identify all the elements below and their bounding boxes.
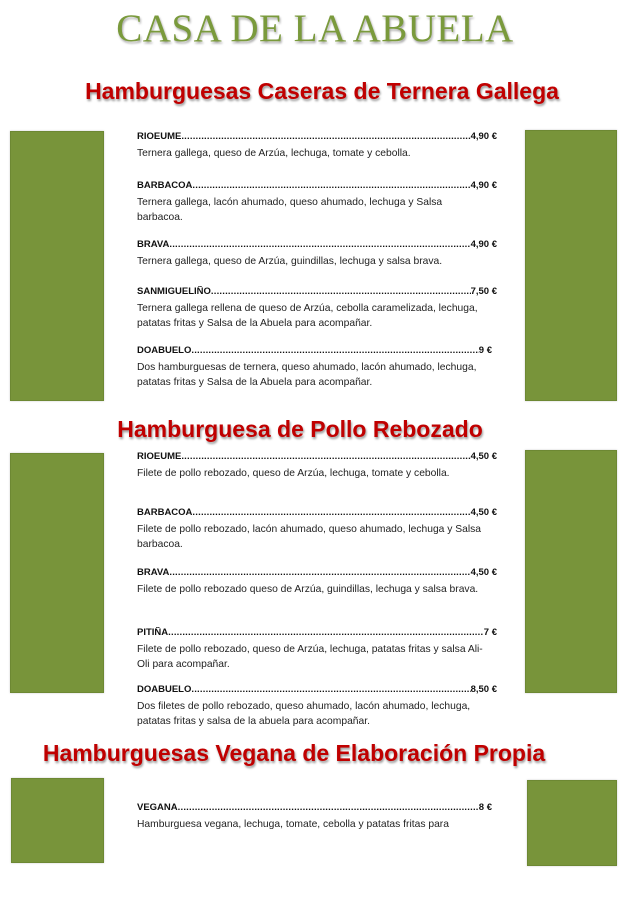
item-name: VEGANA: [137, 802, 178, 813]
section-heading-vegana: Hamburguesas Vegana de Elaboración Propia: [42, 740, 546, 766]
image-placeholder: [10, 453, 104, 693]
menu-item: [137, 239, 497, 269]
menu-item: [137, 451, 497, 481]
dot-leader: [211, 286, 471, 298]
item-description: Hamburguesa vegana, lechuga, tomate, cebolla y patatas fritas para: [137, 819, 449, 830]
item-description: Ternera gallega rellena de queso de Arzúa, cebolla caramelizada, lechuga, patatas fritas y Salsa de la Abuela para acompañar.: [137, 303, 478, 329]
item-price: 9 €: [478, 345, 492, 356]
item-name: BARBACOA: [137, 180, 193, 191]
item-price: 4,90 €: [470, 131, 497, 142]
item-description: Dos filetes de pollo rebozado, queso ahumado, lacón ahumado, lechuga, patatas fritas y salsa de la abuela para acompañar.: [137, 701, 471, 727]
dot-leader: [191, 345, 478, 357]
item-name-line: [137, 802, 492, 814]
item-name-line: [137, 345, 492, 357]
item-price: 7 €: [483, 627, 497, 638]
image-placeholder: [527, 780, 617, 866]
item-name-line: [137, 627, 497, 639]
section-heading-pollo: Hamburguesa de Pollo Rebozado: [117, 416, 483, 442]
menu-item: [137, 180, 497, 225]
item-name: DOABUELO: [137, 684, 192, 695]
item-name-line: [137, 131, 497, 143]
dot-leader: [181, 451, 470, 463]
dot-leader: [169, 567, 470, 579]
item-name-line: [137, 451, 497, 463]
item-description: Filete de pollo rebozado queso de Arzúa, guindillas, lechuga y salsa brava.: [137, 584, 479, 595]
item-price: 8,50 €: [470, 684, 497, 695]
menu-item: [137, 345, 492, 390]
menu-item: [137, 627, 497, 672]
dot-leader: [168, 627, 484, 639]
item-description: Filete de pollo rebozado, lacón ahumado, queso ahumado, lechuga y Salsa barbacoa.: [137, 524, 482, 550]
image-placeholder: [525, 130, 617, 401]
item-price: 4,90 €: [470, 180, 497, 191]
item-name-line: [137, 507, 497, 519]
item-description: Dos hamburguesas de ternera, queso ahumado, lacón ahumado, lechuga, patatas fritas y Salsa de la Abuela para acompañar.: [137, 362, 477, 388]
item-price: 4,50 €: [470, 451, 497, 462]
menu-item: [137, 507, 497, 552]
item-name: SANMIGUELIÑO: [137, 286, 211, 297]
dot-leader: [181, 131, 470, 143]
menu-item: [137, 131, 497, 161]
dot-leader: [191, 684, 470, 696]
menu-item: [137, 567, 497, 597]
item-name: BARBACOA: [137, 507, 193, 518]
menu-item: [137, 286, 497, 331]
item-price: 4,90 €: [470, 239, 497, 250]
item-description: Ternera gallega, queso de Arzúa, guindillas, lechuga y salsa brava.: [137, 256, 443, 267]
item-name: BRAVA: [137, 239, 170, 250]
image-placeholder: [10, 131, 104, 401]
item-name: BRAVA: [137, 567, 170, 578]
item-description: Ternera gallega, queso de Arzúa, lechuga, tomate y cebolla.: [137, 148, 411, 159]
section-heading-ternera: Hamburguesas Caseras de Ternera Gallega: [85, 78, 559, 104]
item-name-line: [137, 684, 497, 696]
item-name-line: [137, 567, 497, 579]
item-description: Filete de pollo rebozado, queso de Arzúa, lechuga, patatas fritas y salsa Ali-Oli para acompañar.: [137, 644, 483, 670]
menu-item: [137, 802, 492, 832]
dot-leader: [192, 507, 470, 519]
dot-leader: [169, 239, 470, 251]
image-placeholder: [525, 450, 617, 693]
item-description: Filete de pollo rebozado, queso de Arzúa, lechuga, tomate y cebolla.: [137, 468, 450, 479]
menu-item: [137, 684, 497, 729]
item-description: Ternera gallega, lacón ahumado, queso ahumado, lechuga y Salsa barbacoa.: [137, 197, 443, 223]
item-price: 8 €: [478, 802, 492, 813]
dot-leader: [192, 180, 470, 192]
item-name: RIOEUME: [137, 451, 182, 462]
item-name: RIOEUME: [137, 131, 182, 142]
item-price: 4,50 €: [470, 507, 497, 518]
item-name-line: [137, 239, 497, 251]
image-placeholder: [11, 778, 104, 863]
item-price: 7,50 €: [470, 286, 497, 297]
item-name-line: [137, 180, 497, 192]
item-name: DOABUELO: [137, 345, 192, 356]
restaurant-title: CASA DE LA ABUELA: [116, 7, 514, 50]
dot-leader: [178, 802, 479, 814]
item-price: 4,50 €: [470, 567, 497, 578]
item-name: PITIÑA: [137, 627, 169, 638]
item-name-line: [137, 286, 497, 298]
